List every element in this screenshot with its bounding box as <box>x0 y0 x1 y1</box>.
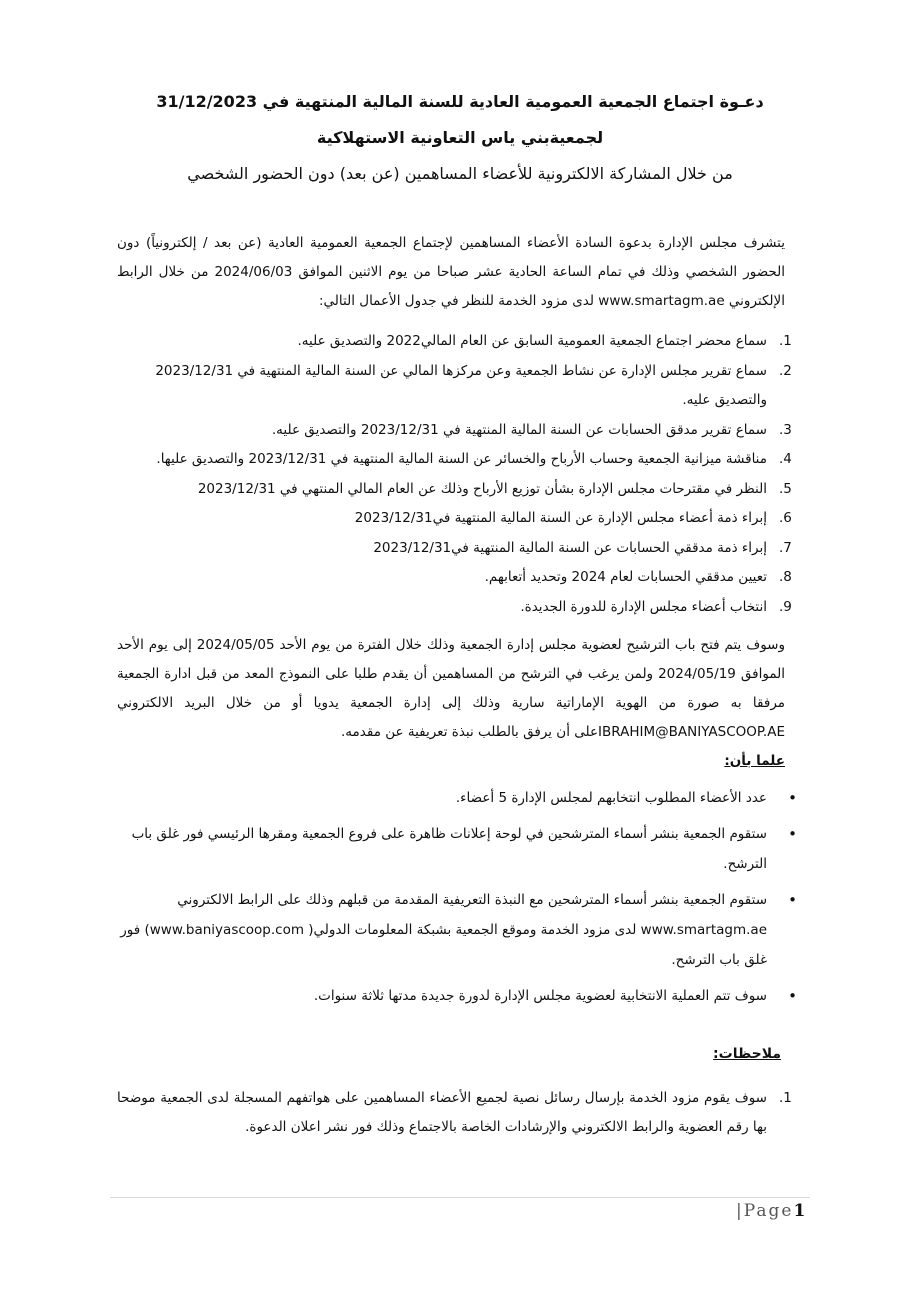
agenda-item <box>117 416 807 446</box>
agenda-item-text: سماع تقرير مدقق الحسابات عن السنة المالية المنتهية في 2023/12/31 والتصديق عليه. <box>271 421 767 438</box>
agenda-item-number: 1. <box>779 333 792 349</box>
observations-heading: ملاحظات: <box>713 1046 781 1062</box>
observation-item-number: 1. <box>779 1090 792 1106</box>
agenda-item-text: سماع محضر اجتماع الجمعية العمومية السابق عن العام المالي2022 والتصديق عليه. <box>297 333 767 349</box>
agenda-item-number: 4. <box>779 451 792 467</box>
observation-item-text: سوف يقوم مزود الخدمة بإرسال رسائل نصية لجميع الأعضاء المساهمين على هواتفهم المسجلة لدى الجمعية موضحا بها رقم العضوية والرابط الالكتروني والإرشادات الخاصة بالاجتماع وذلك فور نشر اعلان الدعوة. <box>117 1090 767 1135</box>
agenda-item-number: 7. <box>779 539 792 556</box>
agenda-item-text: النظر في مقترحات مجلس الإدارة بشأن توزيع الأرباح وذلك عن العام المالي المنتهي في 2023/12/31 <box>197 480 767 497</box>
bullet-item: • ستقوم الجمعية بنشر أسماء المترشحين مع النبذة التعريفية المقدمة من قبلهم وذلك على الرابط الالكتروني www.smartagm.ae لدى مزود الخدمة وموقع الجمعية بشبكة المعلومات الدولي( www.baniyascoop.com) فور غلق باب الترشح. <box>117 885 807 975</box>
nomination-paragraph: وسوف يتم فتح باب الترشيح لعضوية مجلس إدارة الجمعية وذلك خلال الفترة من يوم الأحد 2024/05/05 إلى يوم الأحد الموافق 2024/05/19 ولمن يرغب في الترشح من المساهمين أن يقدم طلبا على النموذج المعد من قبل ادارة الجمعية مرفقا به صورة من الهوية الإماراتية سارية وذلك إلى إدارة الجمعية يدويا أو من خلال البريد الالكتروني IBRAHIM@BANIYASCOOP.AEعلى أن يرفق بالطلب نبذة تعريفية عن مقدمه. <box>117 637 785 740</box>
bullet-item: • ستقوم الجمعية بنشر أسماء المترشحين في لوحة إعلانات ظاهرة على فروع الجمعية ومقرها الرئيسي فور غلق باب الترشح. <box>117 819 807 879</box>
agenda-item-text: انتخاب أعضاء مجلس الإدارة للدورة الجديدة. <box>520 598 767 615</box>
agenda-item-number: 3. <box>779 421 792 438</box>
agenda-item-number: 8. <box>779 569 792 585</box>
agenda-item <box>117 445 807 475</box>
note-heading: علما بأن: <box>724 753 785 769</box>
bullet-item: • سوف تتم العملية الانتخابية لعضوية مجلس الإدارة لدورة جديدة مدتها ثلاثة سنوات. <box>117 981 807 1011</box>
agenda-item-number: 5. <box>779 480 792 497</box>
society-name: لجمعيةبني ياس التعاونية الاستهلاكية <box>316 128 604 147</box>
footer-separator: | <box>736 1201 744 1221</box>
agenda-item-text: مناقشة ميزانية الجمعية وحساب الأرباح والخسائر عن السنة المالية المنتهية في 2023/12/31 والتصديق عليها. <box>156 451 767 467</box>
agenda-item-text: سماع تقرير مجلس الإدارة عن نشاط الجمعية وعن مركزها المالي عن السنة المالية المنتهية في 2023/12/31 والتصديق عليه. <box>155 362 767 408</box>
agenda-item-text: إبراء ذمة أعضاء مجلس الإدارة عن السنة المالية المنتهية في2023/12/31 <box>354 510 767 526</box>
agenda-item <box>117 357 807 416</box>
agenda-item <box>117 534 807 564</box>
agenda-item-text: تعيين مدققي الحسابات لعام 2024 وتحديد أتعابهم. <box>484 569 767 585</box>
agenda-item <box>117 563 807 593</box>
agenda-item-text: إبراء ذمة مدققي الحسابات عن السنة المالية المنتهية في2023/12/31 <box>373 539 767 556</box>
footer-page-word: Page <box>743 1201 794 1221</box>
agenda-item-number: 6. <box>779 510 792 526</box>
bullet-item: • عدد الأعضاء المطلوب انتخابهم لمجلس الإدارة 5 أعضاء. <box>117 783 807 813</box>
observations-list <box>117 1084 807 1142</box>
intro-paragraph: يتشرف مجلس الإدارة بدعوة السادة الأعضاء المساهمين لإجتماع الجمعية العمومية العادية (عن بعد / إلكترونياً) دون الحضور الشخصي وذلك في تمام الساعة الحادية عشر صباحا من يوم الاثنين الموافق 2024/06/03 من خلال الرابط الإلكتروني www.smartagm.ae لدى مزود الخدمة للنظر في جدول الأعمال التالي: <box>117 235 785 309</box>
participation-subtitle: من خلال المشاركة الالكترونية للأعضاء المساهمين (عن بعد) دون الحضور الشخصي <box>187 164 733 183</box>
agenda-item <box>117 475 807 505</box>
agenda-item-number: 2. <box>779 362 792 379</box>
agenda-item <box>117 327 807 357</box>
agenda-item <box>117 593 807 623</box>
agenda-item-number: 9. <box>779 598 792 615</box>
observation-item <box>117 1084 807 1142</box>
agenda-item <box>117 504 807 534</box>
footer-divider <box>110 1197 810 1198</box>
notes-bullet-list <box>117 783 807 1017</box>
page-footer <box>736 1201 807 1221</box>
invitation-title: دعـوة اجتماع الجمعية العمومية العادية للسنة المالية المنتهية في 31/12/2023 <box>156 92 764 111</box>
page-number: 1 <box>793 1201 808 1221</box>
agenda-list <box>117 327 807 622</box>
